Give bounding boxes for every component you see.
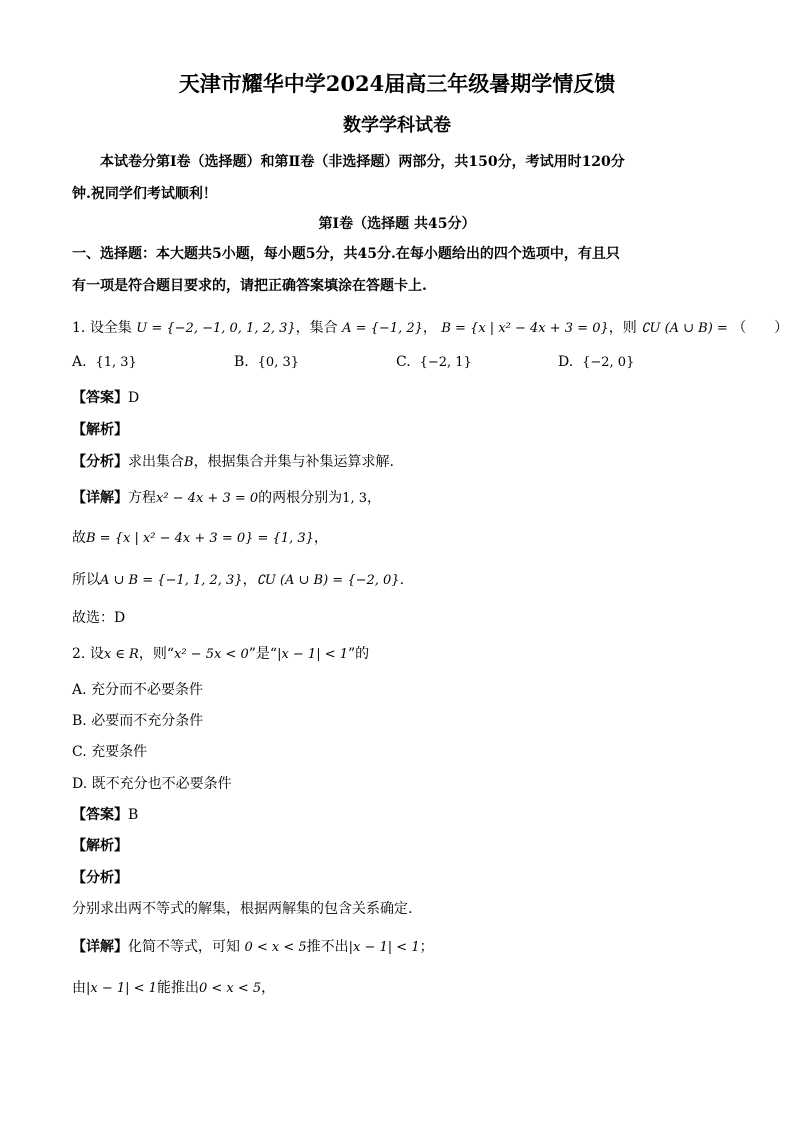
q2-stem [72,644,369,665]
q2-line2-text-b: 能推出 [156,980,199,996]
q2-detail-text-c: ； [419,939,434,955]
q2-detail-text-a: 化简不等式，可知 [128,939,240,955]
q1-fenxi-text-a: 求出集合 [128,454,184,470]
q2-fenxi-text: 分别求出两不等式的解集，根据两解集的包含关系确定. [72,901,413,917]
q2-detail-text-b: 推不出 [306,939,349,955]
q1-option-b-value: {0, 3} [257,355,300,370]
intro-line-2: 钟.祝同学们考试顺利！ [72,186,217,202]
q2-text-a: 设 [89,646,104,662]
q2-math-ineq-1: x² − 5x < 0 [174,647,249,662]
q1-detail-equation: x² − 4x + 3 = 0 [156,491,259,506]
q2-detail-tag: 【详解】 [72,939,128,955]
q1-set-a: A = {−1, 2} [342,321,423,336]
q1-paren: （ ） [732,320,789,336]
q1-text-mid1: ，集合 [295,320,338,336]
q1-option-b-label: B. [234,354,249,370]
q1-line3-text-a: 所以 [72,572,100,588]
q2-line2-math-1: |x − 1| < 1 [86,981,157,996]
q1-option-b [234,352,299,373]
q1-detail-line-3 [72,570,404,591]
q1-complement: ∁U (A ∪ B) = [641,321,728,336]
q1-detail-text-c: ， [366,490,381,506]
q1-number: 1. [72,320,86,336]
q1-option-c-value: {−2, 1} [419,355,472,370]
q2-option-a: A. 充分而不必要条件 [72,682,204,698]
q2-line2-math-2: 0 < x < 5 [198,981,262,996]
q1-detail-tag: 【详解】 [72,490,128,506]
q1-line3-text-b: ， [242,572,257,588]
q1-detail-roots: 1, 3 [342,491,367,506]
q1-fenxi-var: B [184,455,194,470]
q1-line3-complement: ∁U (A ∪ B) = {−2, 0} [256,573,400,588]
q2-text-d: ”的 [348,646,370,662]
q1-line2-math: B = {x | x² − 4x + 3 = 0} = {1, 3} [86,531,314,546]
q1-answer [72,388,139,408]
q1-detail-text-a: 方程 [128,490,156,506]
q1-set-b: B = {x | x² − 4x + 3 = 0} [441,321,609,336]
q1-option-a-value: {1, 3} [95,355,137,370]
q1-line3-union: A ∪ B = {−1, 1, 2, 3} [100,573,243,588]
q2-option-c: C. 充要条件 [72,744,148,760]
q2-number: 2. [72,646,86,662]
q1-fenxi [72,452,394,473]
q1-answer-tag: 【答案】 [72,390,128,406]
q1-line3-text-c: . [399,572,405,588]
q2-answer [72,805,138,825]
q2-line2-text-a: 由 [72,980,86,996]
q2-detail-math-1: 0 < x < 5 [244,940,307,955]
q1-fenxi-text-b: ，根据集合并集与补集运算求解. [193,454,395,470]
section-instruction-1: 一、选择题：本大题共5小题，每小题5分，共45分.在每小题给出的四个选项中，有且只 [72,246,620,262]
q2-answer-value: B [128,807,139,823]
q2-text-b: ，则“ [138,646,174,662]
q1-detail-text-b: 的两根分别为 [258,490,343,506]
q2-math-ineq-2: |x − 1| < 1 [277,647,349,662]
q2-fenxi-tag: 【分析】 [72,870,128,886]
q2-analysis-tag: 【解析】 [72,838,128,854]
section-instruction-2: 有一项是符合题目要求的，请把正确答案填涂在答题卡上. [72,278,427,294]
q1-line2-text-a: 故 [72,530,86,546]
q2-answer-tag: 【答案】 [72,807,128,823]
q1-option-d-value: {−2, 0} [582,355,635,370]
q1-prefix: 设全集 [89,320,132,336]
q2-option-b: B. 必要而不充分条件 [72,713,204,729]
q2-detail-line-1 [72,937,434,958]
q2-detail-math-2: |x − 1| < 1 [348,940,420,955]
q2-option-d: D. 既不充分也不必要条件 [72,776,232,792]
q2-math-domain: x ∈ R [103,647,139,662]
q2-line2-text-c: ， [261,980,276,996]
intro-line-1: 本试卷分第Ⅰ卷（选择题）和第Ⅱ卷（非选择题）两部分，共150分，考试用时120分 [100,154,625,170]
exam-title: 天津市耀华中学2024届高三年级暑期学情反馈 [178,71,616,96]
q1-option-c [396,352,472,373]
q1-detail-line-1 [72,488,381,509]
q1-line2-text-b: ， [313,530,328,546]
q1-option-d [558,352,634,373]
q1-options [72,352,722,372]
q1-option-d-label: D. [558,354,574,370]
q1-conclusion: 故选：D [72,610,126,626]
q1-analysis-tag: 【解析】 [72,422,128,438]
q1-option-a [72,352,137,373]
q2-text-c: ”是“ [248,646,278,662]
q1-fenxi-tag: 【分析】 [72,454,128,470]
q1-answer-value: D [128,390,140,406]
exam-subtitle: 数学学科试卷 [343,115,451,136]
q1-option-a-label: A. [72,354,87,370]
q1-stem [72,318,788,339]
q1-set-u: U = {−2, −1, 0, 1, 2, 3} [136,321,296,336]
q1-text-mid2: ， [422,320,437,336]
q1-text-mid3: ，则 [608,320,637,336]
q1-detail-line-2 [72,528,328,549]
q2-detail-line-2 [72,978,275,999]
part-heading: 第Ⅰ卷（选择题 共45分） [318,216,476,232]
q1-option-c-label: C. [396,354,411,370]
